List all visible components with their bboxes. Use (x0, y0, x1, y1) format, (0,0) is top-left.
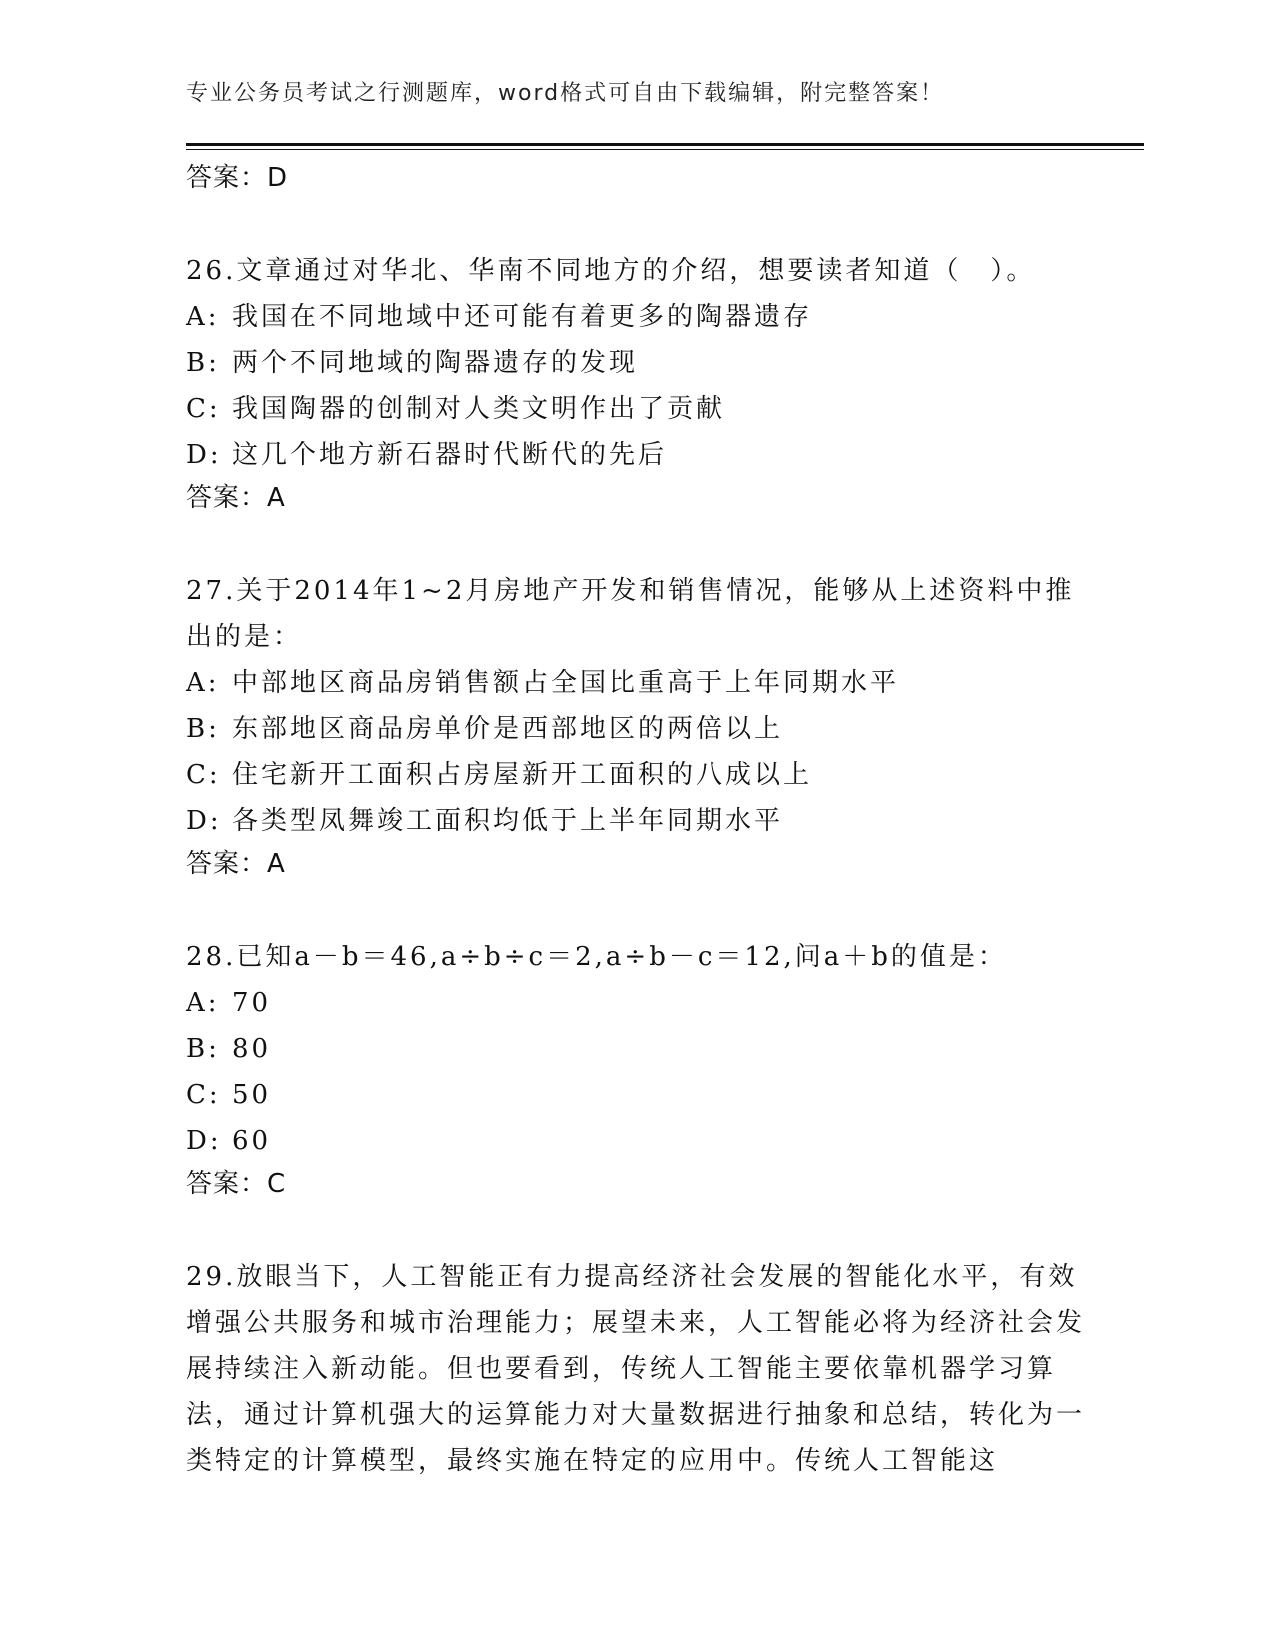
option-key: C: (186, 1080, 221, 1110)
option-d (186, 798, 1086, 844)
option-text: 我国陶器的创制对人类文明作出了贡献 (232, 394, 726, 424)
answer-line: 答案：C (186, 1169, 287, 1199)
option-b (186, 706, 1086, 752)
option-key: A: (186, 988, 220, 1018)
option-key: D: (186, 440, 222, 470)
option-b (186, 340, 1086, 386)
question-block (186, 1254, 1086, 1484)
question-block (186, 248, 1086, 518)
option-c (186, 386, 1086, 432)
answer-line: 答案：D (186, 163, 289, 193)
option-key: D: (186, 806, 222, 836)
option-text: 50 (232, 1080, 272, 1110)
question-block (186, 934, 1086, 1204)
option-key: D: (186, 1126, 222, 1156)
option-text: 80 (232, 1034, 272, 1064)
option-b (186, 1026, 1086, 1072)
option-key: B: (186, 714, 220, 744)
option-text: 60 (232, 1126, 272, 1156)
question-stem: 27.关于2014年1~2月房地产开发和销售情况，能够从上述资料中推出的是： (186, 576, 1075, 652)
option-text: 70 (232, 988, 272, 1018)
option-c (186, 752, 1086, 798)
option-a (186, 980, 1086, 1026)
option-key: A: (186, 668, 220, 698)
header-rule-thin (186, 149, 1144, 150)
answer-line: 答案：A (186, 483, 286, 513)
option-key: A: (186, 302, 220, 332)
option-key: B: (186, 348, 220, 378)
answer-line: 答案：A (186, 849, 286, 879)
option-key: C: (186, 760, 221, 790)
option-a (186, 660, 1086, 706)
option-c (186, 1072, 1086, 1118)
question-stem: 26.文章通过对华北、华南不同地方的介绍，想要读者知道（ ）。 (186, 256, 1036, 286)
option-text: 住宅新开工面积占房屋新开工面积的八成以上 (232, 760, 813, 790)
question-stem: 28.已知a－b＝46,a÷b÷c＝2,a÷b－c＝12,问a＋b的值是： (186, 942, 1007, 972)
question-content (186, 158, 1086, 1484)
option-text: 中部地区商品房销售额占全国比重高于上年同期水平 (232, 668, 900, 698)
option-text: 各类型凤舞竣工面积均低于上半年同期水平 (232, 806, 784, 836)
question-block (186, 568, 1086, 884)
question-stem: 29.放眼当下，人工智能正有力提高经济社会发展的智能化水平，有效增强公共服务和城市治理能力；展望未来，人工智能必将为经济社会发展持续注入新动能。但也要看到，传统人工智能主要依靠机器学习算法，通过计算机强大的运算能力对大量数据进行抽象和总结，转化为一类特定的计算模型，最终实施在特定的应用中。传统人工智能这 (186, 1262, 1086, 1476)
option-d (186, 432, 1086, 478)
option-key: C: (186, 394, 221, 424)
option-key: B: (186, 1034, 220, 1064)
option-text: 我国在不同地域中还可能有着更多的陶器遗存 (232, 302, 813, 332)
option-a (186, 294, 1086, 340)
header-rule-thick (186, 143, 1144, 146)
option-d (186, 1118, 1086, 1164)
option-text: 东部地区商品房单价是西部地区的两倍以上 (232, 714, 784, 744)
page-header: 专业公务员考试之行测题库，word格式可自由下载编辑，附完整答案！ (186, 81, 945, 106)
option-text: 这几个地方新石器时代断代的先后 (232, 440, 668, 470)
option-text: 两个不同地域的陶器遗存的发现 (232, 348, 639, 378)
